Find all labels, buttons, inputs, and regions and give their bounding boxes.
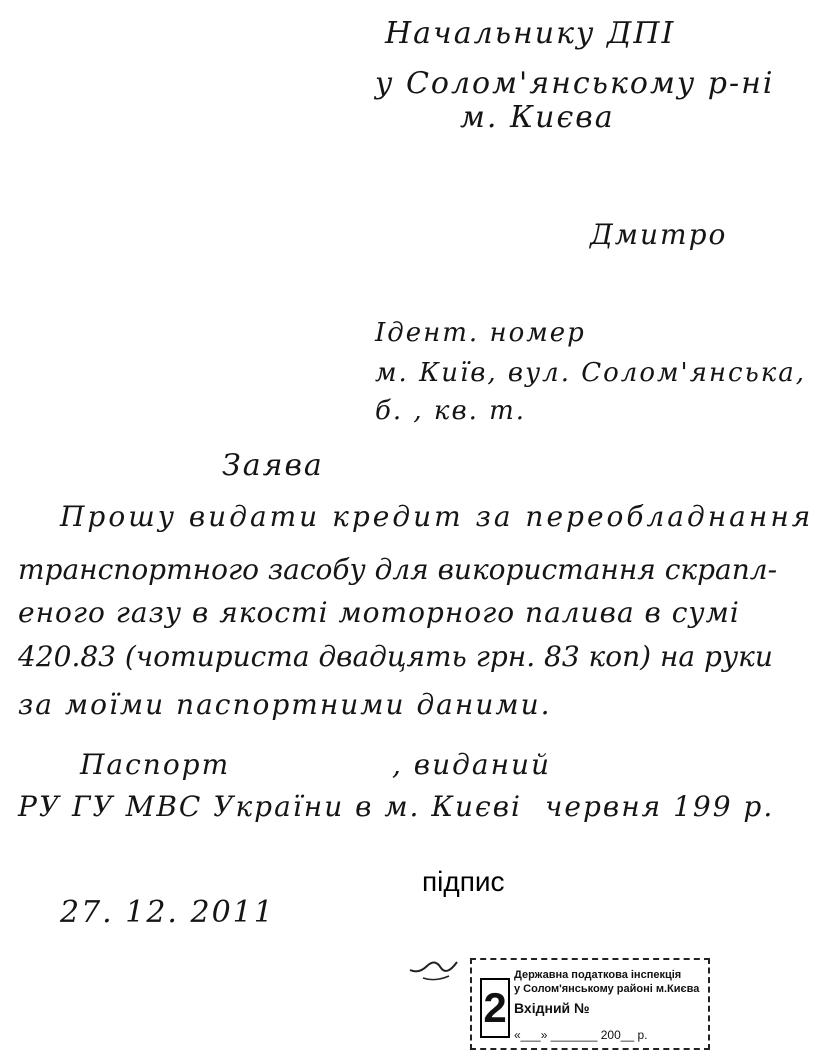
- body-line-1: Прошу видати кредит за переобладнання: [60, 500, 813, 533]
- addressee-line-3: м. Києва: [460, 100, 615, 135]
- body-line-3: еного газу в якості моторного палива в сумі: [18, 596, 740, 629]
- sender-name: Дмитро: [590, 218, 728, 251]
- passport-issued: , виданий: [392, 748, 552, 781]
- stamp-line-1: Державна податкова інспекція: [514, 969, 682, 981]
- passport-issuer: РУ ГУ МВС України в м. Києві: [18, 790, 522, 823]
- passport-date: червня 199 р.: [545, 790, 775, 823]
- stamp-date-line: «___» _______ 200__ р.: [514, 1028, 648, 1042]
- signature-scribble: [405, 948, 465, 988]
- stamp-line-2: у Солом'янському районі м.Києва: [514, 983, 700, 995]
- sender-address-1: м. Київ, вул. Солом'янська,: [375, 358, 807, 388]
- stamp-incoming-number: Вхідний №: [514, 1000, 590, 1016]
- document-date: 27. 12. 2011: [60, 895, 275, 930]
- stamp-number: 2: [480, 978, 510, 1038]
- sender-address-2: б. , кв. т.: [375, 396, 527, 426]
- sender-id-label: Ідент. номер: [375, 318, 586, 348]
- registration-stamp: [470, 958, 710, 1050]
- body-line-2: транспортного засобу для використання скрапл-: [18, 553, 778, 586]
- document-title: Заява: [222, 448, 324, 483]
- stamp-authority: [514, 968, 699, 996]
- body-line-4: 420.83 (чотириста двадцять грн. 83 коп) на руки: [18, 640, 773, 673]
- signature-label: підпис: [422, 866, 505, 897]
- body-line-5: за моїми паспортними даними.: [18, 688, 552, 721]
- addressee-line-1: Начальнику ДПІ: [385, 16, 676, 51]
- passport-label: Паспорт: [80, 748, 231, 781]
- addressee-line-2: у Солом'янському р-ні: [375, 66, 775, 101]
